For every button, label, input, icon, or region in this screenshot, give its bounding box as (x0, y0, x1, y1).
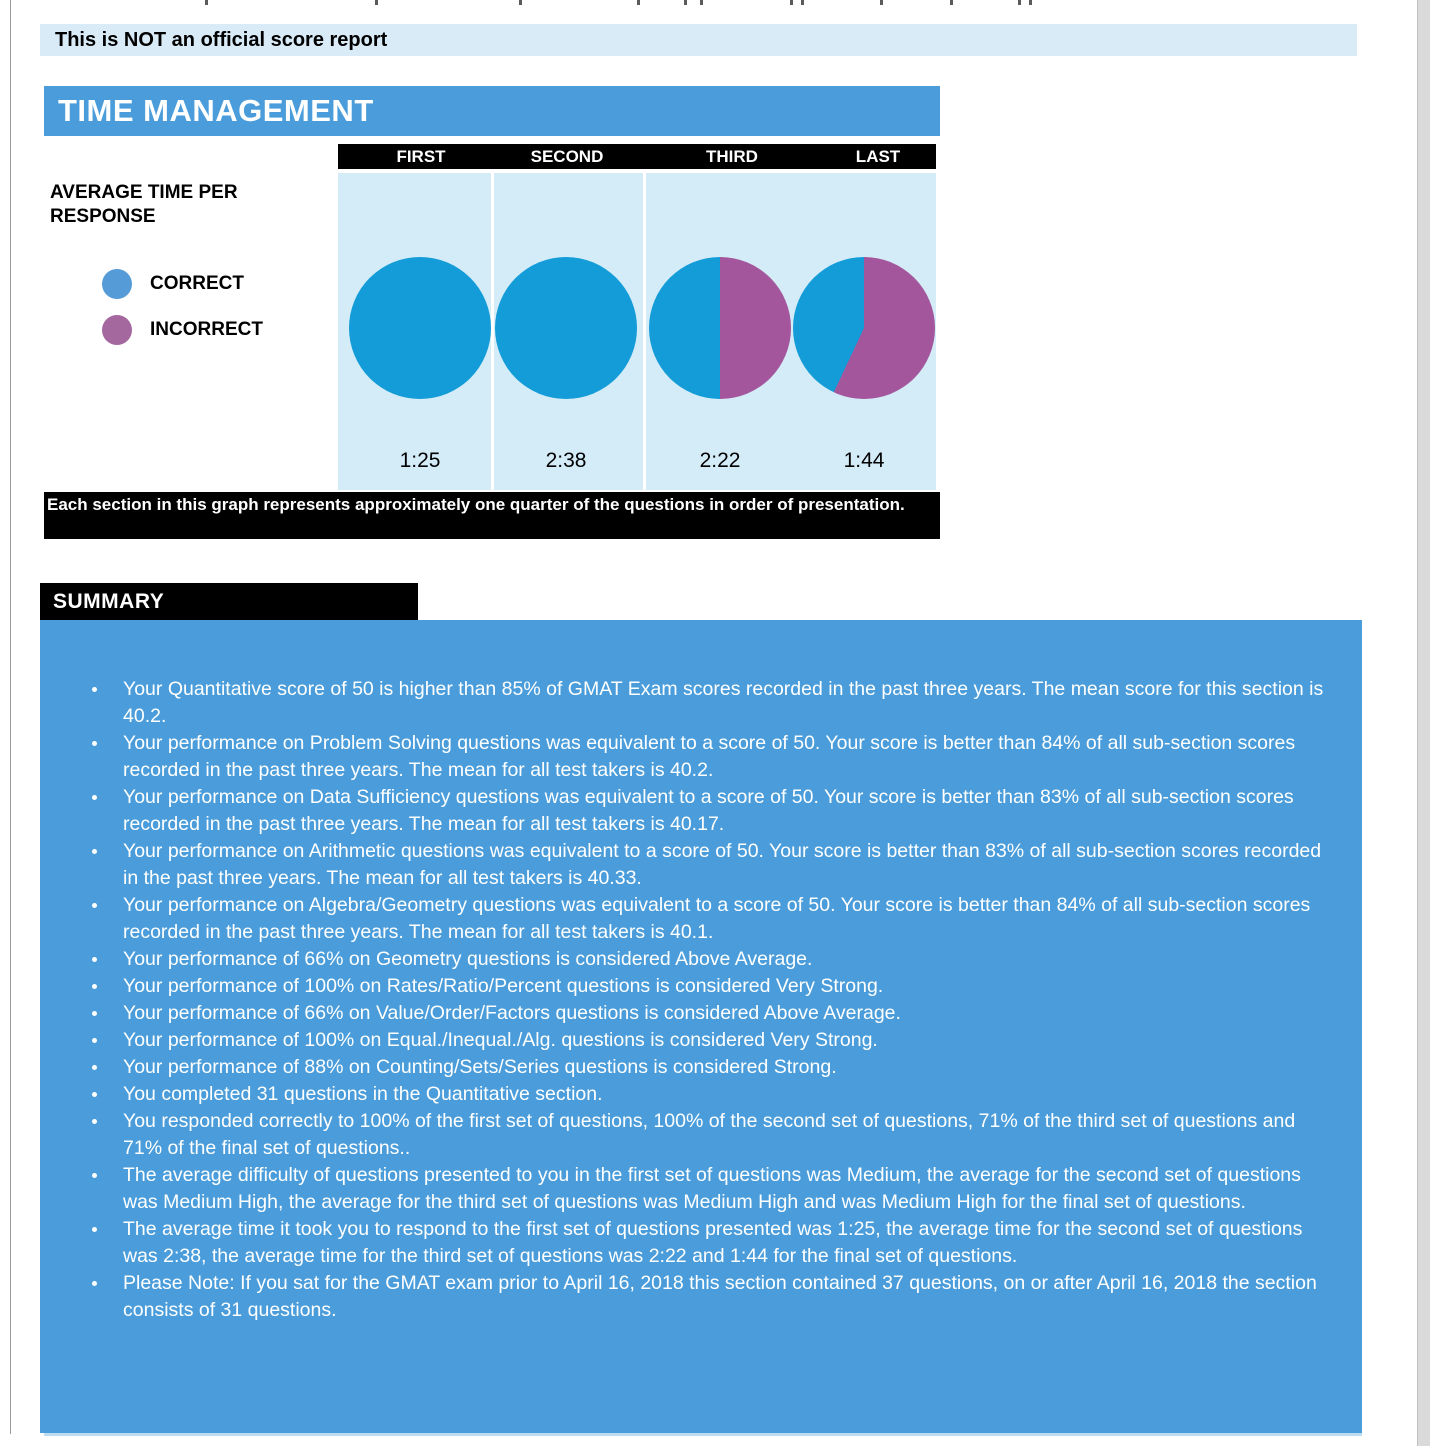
summary-bullet: Your performance of 66% on Value/Order/Factors questions is considered Above Average. (88, 1000, 1332, 1027)
column-label-last: LAST (855, 147, 901, 166)
summary-section-title: SUMMARY (40, 583, 418, 621)
avg-time-first: 1:25 (399, 449, 441, 472)
page-right-gutter (1417, 0, 1430, 1446)
summary-panel (40, 620, 1362, 1433)
column-label-second: SECOND (530, 147, 604, 166)
column-separator (643, 173, 646, 490)
avg-time-last: 1:44 (843, 449, 885, 472)
summary-bullet: You completed 31 questions in the Quantitative section. (88, 1081, 1332, 1108)
summary-bullet: The average time it took you to respond to the first set of questions presented was 1:25, the average time for the second set of questions was 2:38, the average time for the third set of questions was 2:22 and 1:44 for the final set of questions. (88, 1216, 1332, 1270)
summary-bullet: Your performance on Problem Solving questions was equivalent to a score of 50. Your score is better than 84% of all sub-section scores recorded in the past three years. The mean for all test takers is 40.2. (88, 730, 1332, 784)
chart-caption: Each section in this graph represents approximately one quarter of the questions in order of presentation. (44, 492, 940, 539)
clipped-text-remnant (0, 0, 1430, 6)
time-management-section-title: TIME MANAGEMENT (44, 86, 940, 136)
avg-time-second: 2:38 (545, 449, 587, 472)
summary-bullet: You responded correctly to 100% of the first set of questions, 100% of the second set of questions, 71% of the third set of questions and 71% of the final set of questions.. (88, 1108, 1332, 1162)
correct-color-dot-icon (102, 269, 132, 299)
column-label-third: THIRD (706, 147, 758, 166)
summary-bullet: Your performance of 88% on Counting/Sets/Series questions is considered Strong. (88, 1054, 1332, 1081)
summary-bullet: Your performance on Arithmetic questions was equivalent to a score of 50. Your score is better than 83% of all sub-section scores recorded in the past three years. The mean for all test takers is 40.33. (88, 838, 1332, 892)
avg-time-third: 2:22 (699, 449, 741, 472)
summary-bullet: Your performance on Data Sufficiency questions was equivalent to a score of 50. Your score is better than 83% of all sub-section scores recorded in the past three years. The mean for all test takers is 40.17. (88, 784, 1332, 838)
pie-chart-second-quarter (495, 257, 637, 399)
time-management-chart (338, 173, 936, 490)
pie-chart-first-quarter (349, 257, 491, 399)
unofficial-report-banner: This is NOT an official score report (40, 24, 1357, 56)
column-separator (491, 173, 494, 490)
chart-row-label: AVERAGE TIME PER RESPONSE (50, 182, 238, 227)
legend-label-incorrect: INCORRECT (150, 319, 263, 340)
legend-label-correct: CORRECT (150, 273, 244, 294)
quarter-column-header (338, 144, 936, 169)
column-label-first: FIRST (396, 147, 446, 166)
summary-bullet: Your performance of 66% on Geometry questions is considered Above Average. (88, 946, 1332, 973)
summary-bullet: The average difficulty of questions presented to you in the first set of questions was Medium, the average for the second set of questions was Medium High, the average for the third set of questions was Medium High and was Medium High for the final set of questions. (88, 1162, 1332, 1216)
pie-chart-third-quarter (649, 257, 791, 399)
summary-bullet: Your Quantitative score of 50 is higher than 85% of GMAT Exam scores recorded in the past three years. The mean score for this section is 40.2. (88, 676, 1332, 730)
pie-chart-last-quarter (793, 257, 935, 399)
summary-bullet: Please Note: If you sat for the GMAT exam prior to April 16, 2018 this section contained 37 questions, on or after April 16, 2018 the section consists of 31 questions. (88, 1270, 1332, 1324)
summary-bullet-list (88, 676, 1332, 1324)
page-left-border (10, 0, 11, 1434)
incorrect-color-dot-icon (102, 315, 132, 345)
summary-bullet: Your performance of 100% on Rates/Ratio/Percent questions is considered Very Strong. (88, 973, 1332, 1000)
summary-bullet: Your performance of 100% on Equal./Inequal./Alg. questions is considered Very Strong. (88, 1027, 1332, 1054)
summary-bullet: Your performance on Algebra/Geometry questions was equivalent to a score of 50. Your score is better than 84% of all sub-section scores recorded in the past three years. The mean for all test takers is 40.1. (88, 892, 1332, 946)
